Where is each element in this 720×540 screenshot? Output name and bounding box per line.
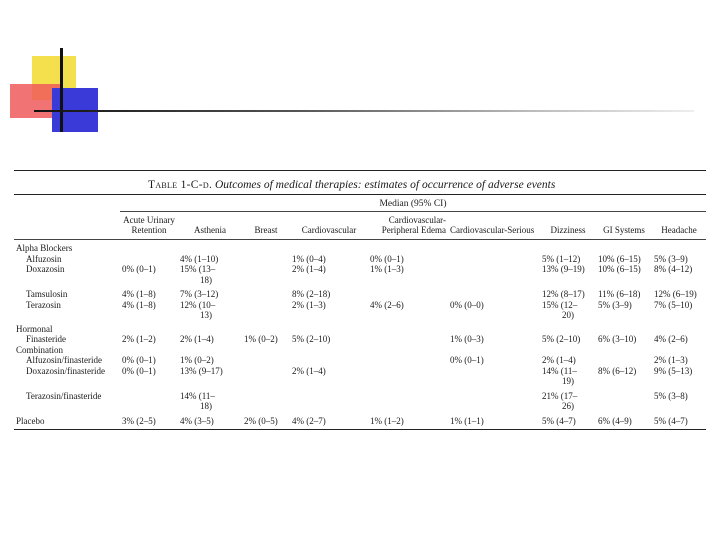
table-cell: 18) — [200, 401, 212, 411]
row-label: Terazosin — [26, 299, 61, 310]
table-row — [14, 240, 706, 254]
table-cell — [652, 240, 706, 254]
table-cell — [448, 376, 540, 387]
table-cell — [242, 240, 290, 254]
table-cell — [448, 264, 540, 275]
table-cell — [120, 275, 178, 286]
column-header: Cardiovascular — [301, 225, 357, 235]
table-cell — [448, 240, 540, 254]
table-cell: 14% (11– — [542, 365, 577, 376]
table-cell: 4% (1–8) — [122, 299, 156, 310]
table-cell: 2% (0–5) — [244, 415, 278, 426]
table-cell: 5% (4–7) — [654, 415, 688, 426]
table-cell: 2% (1–4) — [292, 264, 326, 274]
table-cell — [120, 310, 178, 321]
table-cell — [242, 264, 290, 275]
table-cell — [290, 401, 368, 412]
table-cell — [120, 345, 178, 356]
table-cell: 15% (12– — [542, 299, 578, 310]
table-cell: 3% (2–5) — [122, 415, 156, 426]
table-cell: 5% (2–10) — [542, 334, 581, 344]
table-cell — [652, 310, 706, 321]
table-cell: 1% (0–2) — [244, 334, 278, 344]
table-cell: 4% (3–5) — [180, 415, 214, 426]
row-label: Doxazosin — [26, 264, 65, 274]
table-row — [14, 264, 706, 275]
table-cell — [448, 345, 540, 356]
table-cell: 0% (0–1) — [370, 253, 404, 264]
table-cell — [368, 285, 448, 300]
table-cell — [290, 321, 368, 335]
table-cell — [448, 310, 540, 321]
table-cell — [242, 300, 290, 311]
table-cell — [290, 345, 368, 356]
decorative-vertical-line — [60, 48, 63, 132]
table-cell — [242, 355, 290, 366]
table-row — [14, 345, 706, 356]
table-cell — [290, 275, 368, 286]
table-cell: 1% (1–3) — [370, 264, 404, 274]
table-cell: 5% (2–10) — [292, 334, 331, 344]
table-cell — [368, 355, 448, 366]
table-cell — [120, 401, 178, 412]
table-cell: 9% (5–13) — [654, 365, 693, 376]
table-cell — [178, 321, 242, 335]
table-cell — [368, 321, 448, 335]
table-cell: 19) — [562, 376, 574, 386]
table-cell: 4% (1–8) — [122, 289, 156, 299]
table-title-lead: Table 1-C-d. — [148, 179, 213, 191]
table-row — [14, 300, 706, 311]
table-cell: 18) — [200, 274, 212, 285]
table-cell — [242, 366, 290, 377]
table-cell: 0% (0–1) — [450, 355, 484, 365]
table-cell — [120, 254, 178, 265]
table-cell — [368, 345, 448, 356]
table-cell — [596, 321, 652, 335]
table-cell: 13% (9–17) — [180, 365, 223, 376]
table-row — [14, 334, 706, 345]
table-body — [14, 240, 706, 427]
table-cell: 0% (0–0) — [450, 299, 484, 310]
column-header: Breast — [254, 225, 278, 235]
table-cell — [652, 275, 706, 286]
table-cell: 5% (1–12) — [542, 253, 581, 264]
table-cell: 2% (1–3) — [654, 355, 688, 365]
table-cell: 11% (6–18) — [598, 289, 641, 299]
table-cell — [290, 310, 368, 321]
column-header: GI Systems — [603, 225, 645, 235]
table-row — [14, 275, 706, 286]
table-cell — [178, 345, 242, 356]
title-underline — [34, 110, 694, 112]
table-title-text: Outcomes of medical therapies: estimates of occurrence of adverse events — [215, 179, 556, 191]
row-label: Alfuzosin — [26, 253, 62, 264]
table-cell: 4% (2–6) — [370, 299, 404, 310]
table-cell — [596, 310, 652, 321]
table-cell — [448, 285, 540, 300]
table-cell — [652, 376, 706, 387]
table-cell: 12% (8–17) — [542, 289, 585, 299]
table-cell — [596, 345, 652, 356]
table-bottom-rule — [14, 429, 706, 430]
table-cell: 20) — [562, 310, 574, 320]
table-row — [14, 310, 706, 321]
table-cell — [290, 387, 368, 402]
table-cell — [596, 376, 652, 387]
table-cell — [178, 376, 242, 387]
table-cell: 13% (9–19) — [542, 264, 585, 274]
table-cell — [242, 285, 290, 300]
table-title — [14, 171, 706, 194]
table-cell — [596, 387, 652, 402]
table-cell: 6% (4–9) — [598, 415, 632, 426]
table-cell: 5% (3–8) — [654, 390, 688, 401]
table-cell: 10% (6–15) — [598, 264, 641, 274]
table-cell: 0% (0–1) — [122, 365, 156, 376]
row-label — [14, 275, 120, 286]
column-header: Headache — [661, 225, 697, 235]
table-cell — [290, 376, 368, 387]
table-cell — [448, 366, 540, 377]
table-cell: 0% (0–1) — [122, 355, 156, 365]
table-cell — [242, 401, 290, 412]
table-cell: 2% (1–2) — [122, 334, 156, 344]
row-label — [14, 310, 120, 321]
table-row — [14, 355, 706, 366]
table-cell — [368, 366, 448, 377]
table-row — [14, 412, 706, 427]
table-cell: 4% (1–10) — [180, 253, 219, 264]
table-cell — [448, 254, 540, 265]
table-cell — [652, 401, 706, 412]
table-cell: 4% (2–7) — [292, 415, 326, 426]
row-label: Alpha Blockers — [16, 243, 73, 253]
table-header-row — [14, 212, 706, 240]
table-cell: 21% (17– — [542, 390, 578, 401]
table-cell — [368, 310, 448, 321]
table-cell: 5% (4–7) — [542, 415, 576, 426]
table-cell: 6% (3–10) — [598, 334, 637, 344]
table-cell: 7% (5–10) — [654, 299, 693, 310]
table-cell — [448, 321, 540, 335]
table-cell — [596, 275, 652, 286]
table-cell — [368, 334, 448, 345]
table-cell: 26) — [562, 401, 574, 411]
table-cell: 2% (1–4) — [292, 365, 326, 376]
row-label — [14, 376, 120, 387]
table-row — [14, 285, 706, 300]
table-cell: 12% (6–19) — [654, 289, 697, 299]
table-row — [14, 254, 706, 265]
table-cell — [368, 376, 448, 387]
row-label: Finasteride — [26, 334, 66, 344]
table-cell — [368, 275, 448, 286]
row-label: Alfuzosin/finasteride — [26, 355, 102, 365]
table-cell — [120, 321, 178, 335]
table-row — [14, 401, 706, 412]
table-cell — [540, 321, 596, 335]
table-cell — [448, 275, 540, 286]
column-header: Asthenia — [194, 225, 226, 235]
adverse-events-table-figure — [14, 170, 706, 430]
column-header: Dizziness — [550, 225, 586, 235]
column-header: Cardiovascular-Serious — [450, 225, 535, 235]
table-cell — [242, 310, 290, 321]
table-cell: 2% (1–4) — [180, 334, 214, 344]
table-cell: 8% (2–18) — [292, 289, 331, 299]
column-header: Cardiovascular-Peripheral Edema — [381, 215, 446, 235]
table-cell: 1% (0–4) — [292, 253, 326, 264]
table-cell: 1% (0–3) — [450, 334, 484, 344]
adverse-events-table — [14, 212, 706, 426]
table-cell: 8% (6–12) — [598, 365, 637, 376]
table-cell: 1% (1–1) — [450, 415, 484, 426]
table-row — [14, 366, 706, 377]
table-cell — [596, 401, 652, 412]
row-label: Doxazosin/finasteride — [26, 365, 105, 376]
table-cell — [120, 376, 178, 387]
table-cell — [448, 401, 540, 412]
table-cell: 0% (0–1) — [122, 264, 156, 274]
table-cell: 10% (6–15) — [598, 253, 641, 264]
row-label-header — [14, 212, 120, 240]
table-cell — [448, 387, 540, 402]
table-row — [14, 387, 706, 402]
table-cell — [540, 240, 596, 254]
row-label: Placebo — [16, 415, 45, 426]
table-cell: 1% (0–2) — [180, 355, 214, 365]
table-cell — [368, 387, 448, 402]
table-cell — [290, 240, 368, 254]
table-cell: 15% (13– — [180, 264, 216, 274]
table-cell: 14% (11– — [180, 390, 215, 401]
table-cell — [120, 387, 178, 402]
table-cell — [368, 240, 448, 254]
median-ci-header: Median (95% CI) — [120, 195, 706, 212]
table-cell — [120, 240, 178, 254]
table-cell: 5% (3–9) — [654, 253, 688, 264]
table-cell — [242, 345, 290, 356]
table-cell: 13) — [200, 310, 212, 320]
table-cell: 2% (1–4) — [542, 355, 576, 365]
table-cell — [540, 275, 596, 286]
table-cell — [368, 401, 448, 412]
table-cell — [652, 321, 706, 335]
table-cell — [652, 345, 706, 356]
row-label: Terazosin/finasteride — [26, 390, 102, 401]
table-cell — [540, 345, 596, 356]
table-cell — [596, 355, 652, 366]
table-cell: 1% (1–2) — [370, 415, 404, 426]
table-cell: 12% (10– — [180, 299, 216, 310]
table-cell: 2% (1–3) — [292, 299, 326, 310]
row-label: Tamsulosin — [26, 289, 68, 299]
table-cell — [242, 254, 290, 265]
table-cell: 8% (4–12) — [654, 264, 693, 274]
row-label: Hormonal — [16, 323, 53, 334]
table-row — [14, 321, 706, 335]
table-cell — [242, 387, 290, 402]
table-row — [14, 376, 706, 387]
table-cell — [290, 355, 368, 366]
table-cell — [596, 240, 652, 254]
table-cell — [242, 275, 290, 286]
table-cell: 5% (3–9) — [598, 299, 632, 310]
table-cell — [242, 321, 290, 335]
column-header: Acute Urinary Retention — [123, 215, 175, 235]
row-label — [14, 401, 120, 412]
table-cell: 7% (3–12) — [180, 289, 219, 299]
table-cell: 4% (2–6) — [654, 334, 688, 344]
table-cell — [178, 240, 242, 254]
table-cell — [242, 376, 290, 387]
row-label: Combination — [16, 344, 63, 355]
